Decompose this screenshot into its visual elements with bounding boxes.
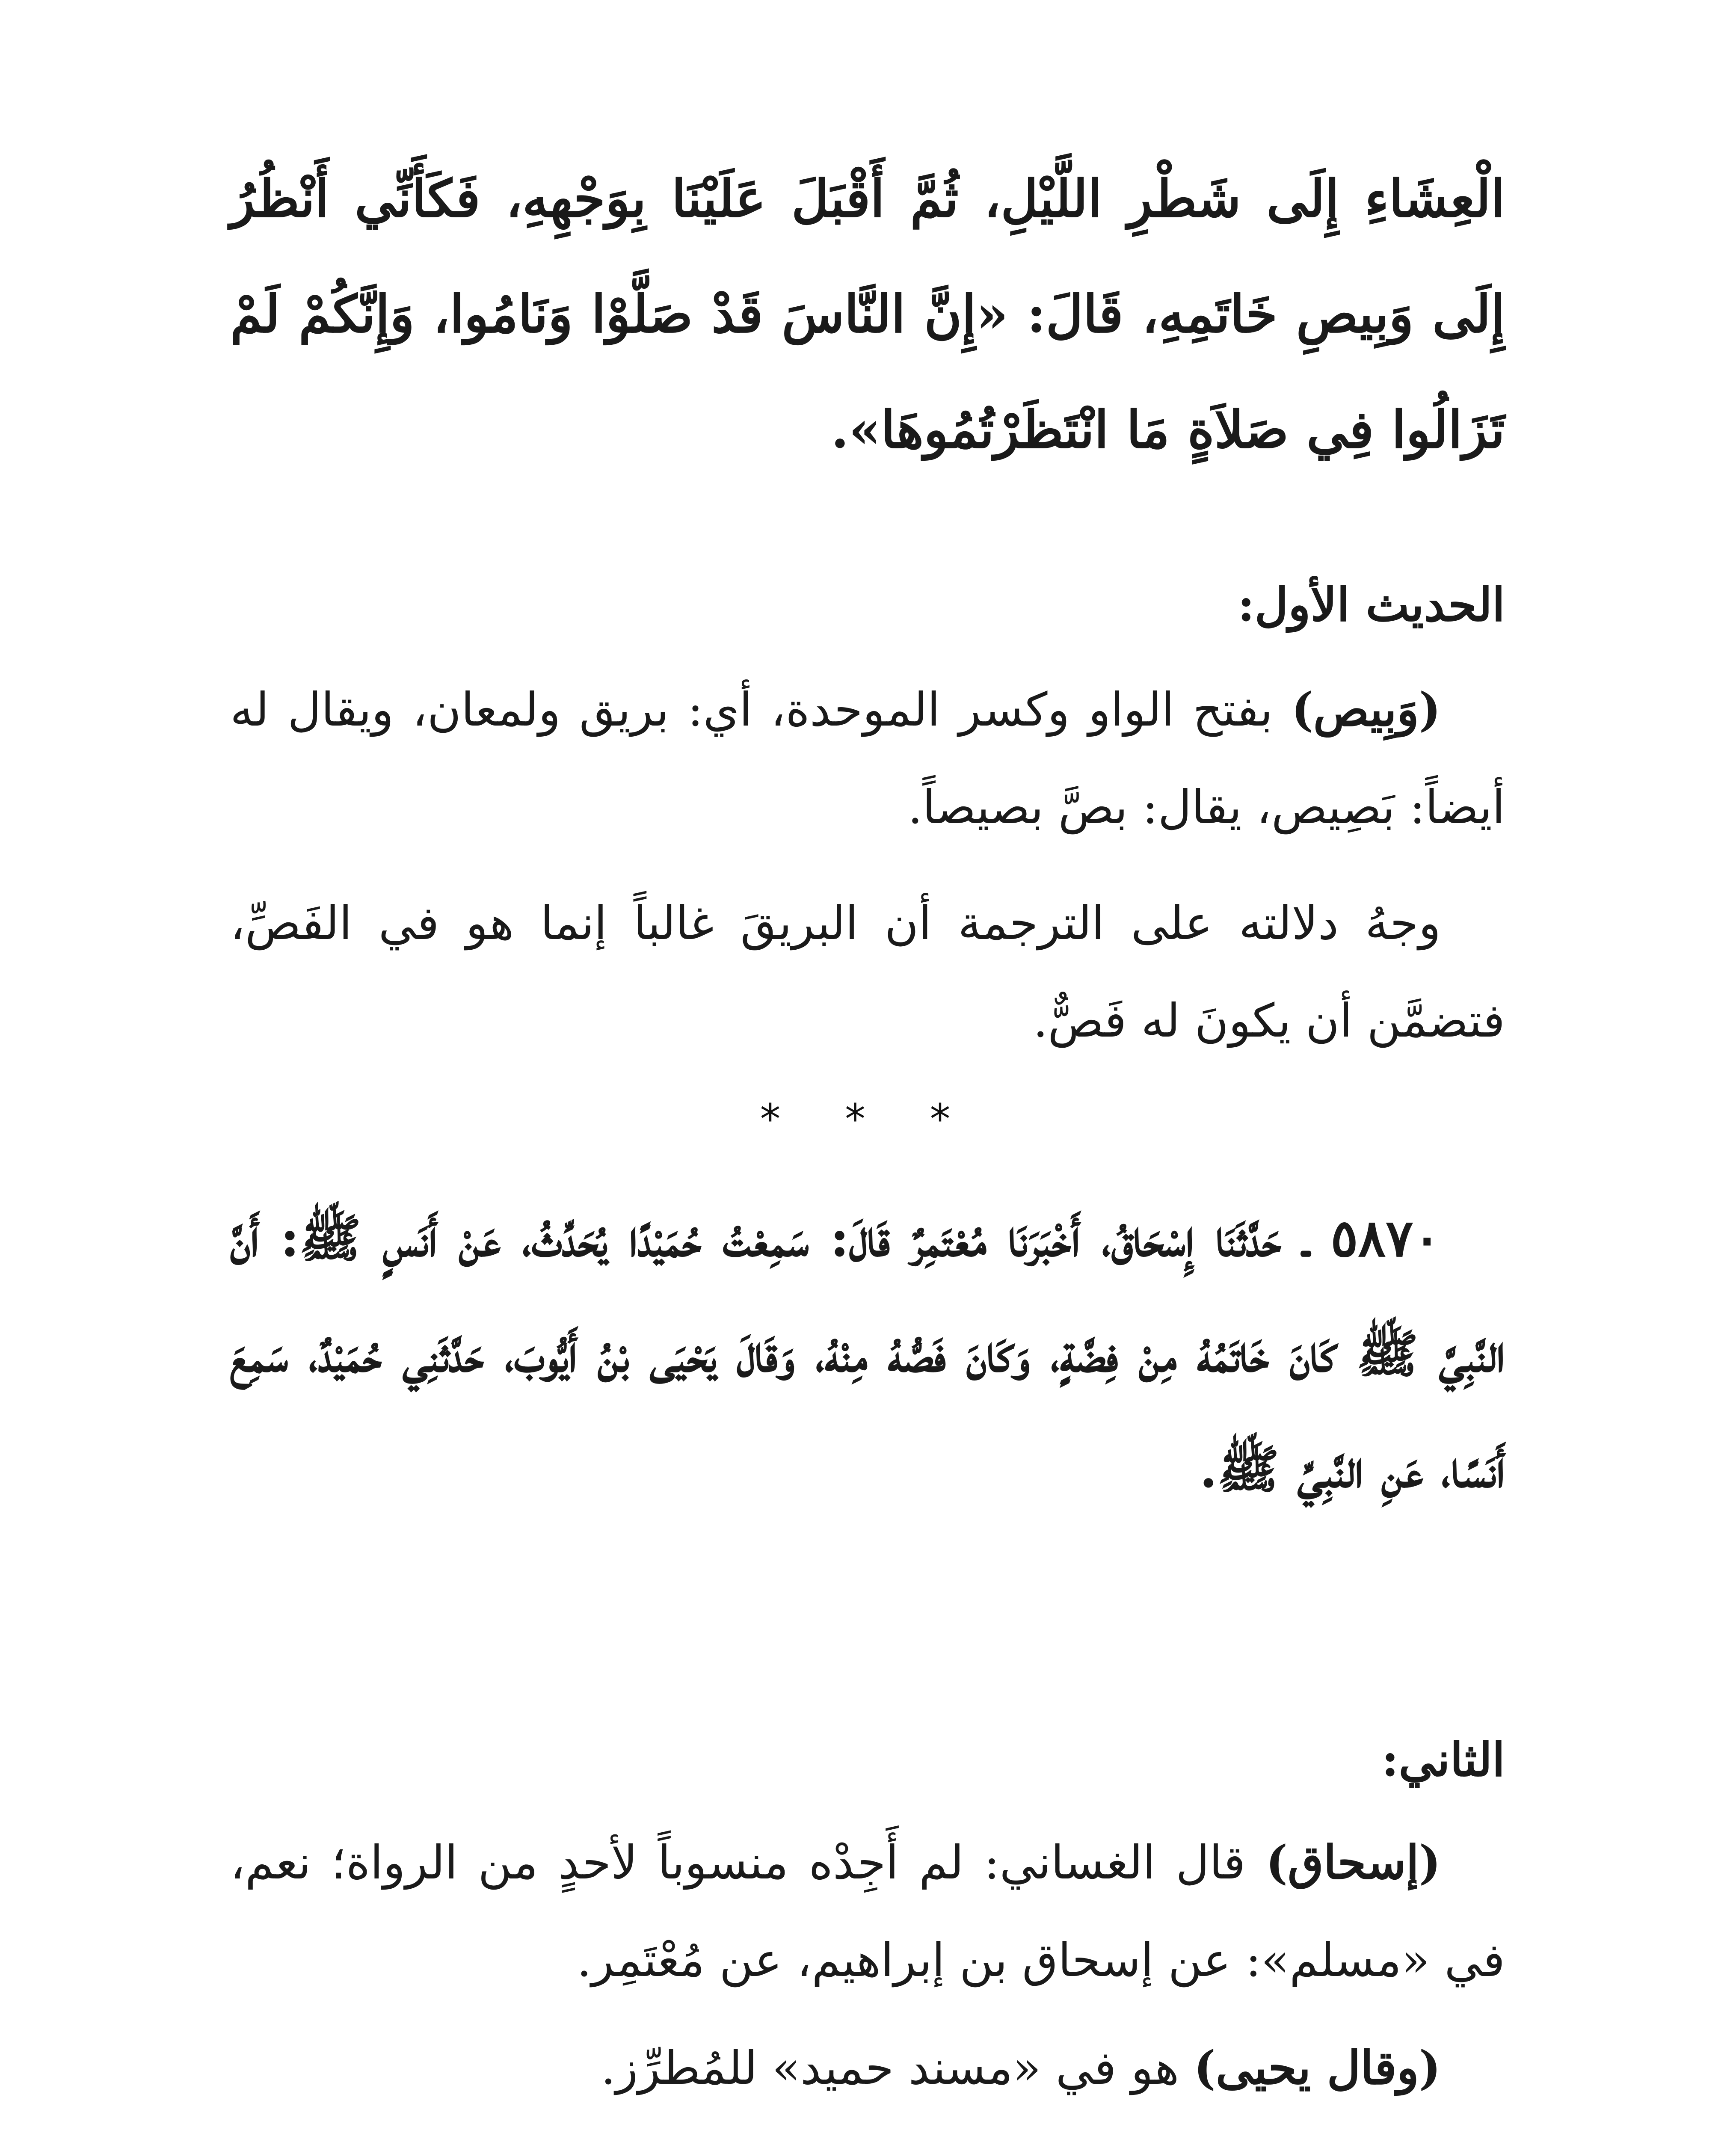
heading-text: الثاني: bbox=[1381, 1733, 1505, 1787]
hadith-5870 bbox=[230, 1181, 1505, 1527]
hadith-text-continuation bbox=[230, 141, 1505, 488]
commentary-text: هو في «مسند حميد» للمُطرِّز. bbox=[601, 2041, 1194, 2095]
section-heading-first bbox=[230, 556, 1505, 654]
commentary-paragraph-ishaq bbox=[230, 1814, 1505, 2009]
commentary-term: (إسحاق) bbox=[1265, 1836, 1441, 1890]
commentary-paragraph-wajh bbox=[230, 875, 1505, 1070]
separator-asterisks: * * * bbox=[760, 1095, 976, 1143]
section-heading-second bbox=[230, 1711, 1505, 1809]
commentary-text: بفتح الواو وكسر الموحدة، أي: بريق ولمعان، ويقال له أيضاً: بَصِيص، يقال: بصَّ بصيصاً. bbox=[230, 683, 1505, 834]
commentary-term: (وقال يحيى) bbox=[1194, 2041, 1441, 2095]
hadith-text: ٥٨٧٠ ـ حَدَّثَنَا إِسْحَاقُ، أَخْبَرَنَا مُعْتَمِرٌ قَالَ: سَمِعْتُ حُمَيْدًا يُحَدِّثُ، عَنْ أَنَسٍ ﷺ: أَنَّ النَّبِيَّ ﷺ كَانَ خَاتَمُهُ مِنْ فِضَّةٍ، وَكَانَ فَصُّهُ مِنْهُ، وَقَالَ يَحْيَى بْنُ أَيُّوبَ، حَدَّثَنِي حُمَيْدٌ، سَمِعَ أَنَسًا، عَنِ النَّبِيِّ ﷺ. bbox=[230, 1208, 1505, 1499]
commentary-paragraph-wabees bbox=[230, 661, 1505, 856]
commentary-paragraph-yahya bbox=[230, 2019, 1505, 2117]
commentary-term: (وَبِيص) bbox=[1291, 683, 1441, 737]
commentary-text: وجهُ دلالته على الترجمة أن البريقَ غالباً إنما هو في الفَصِّ، فتضمَّن أن يكونَ له فَصٌّ. bbox=[230, 897, 1505, 1048]
section-separator bbox=[0, 1095, 1736, 1143]
heading-text: الحديث الأول: bbox=[1237, 578, 1505, 632]
hadith-text: الْعِشَاءِ إِلَى شَطْرِ اللَّيْلِ، ثُمَّ أَقْبَلَ عَلَيْنَا بِوَجْهِهِ، فَكَأَنِّي أَنْظُرُ إِلَى وَبِيصِ خَاتَمِهِ، قَالَ: «إِنَّ النَّاسَ قَدْ صَلَّوْا وَنَامُوا، وَإِنَّكُمْ لَمْ تَزَالُوا فِي صَلاَةٍ مَا انْتَظَرْتُمُوهَا». bbox=[230, 169, 1505, 460]
commentary-text: قال الغساني: لم أَجِدْه منسوباً لأحدٍ من الرواة؛ نعم، في «مسلم»: عن إسحاق بن إبراهيم، عن مُعْتَمِر. bbox=[230, 1836, 1505, 1987]
